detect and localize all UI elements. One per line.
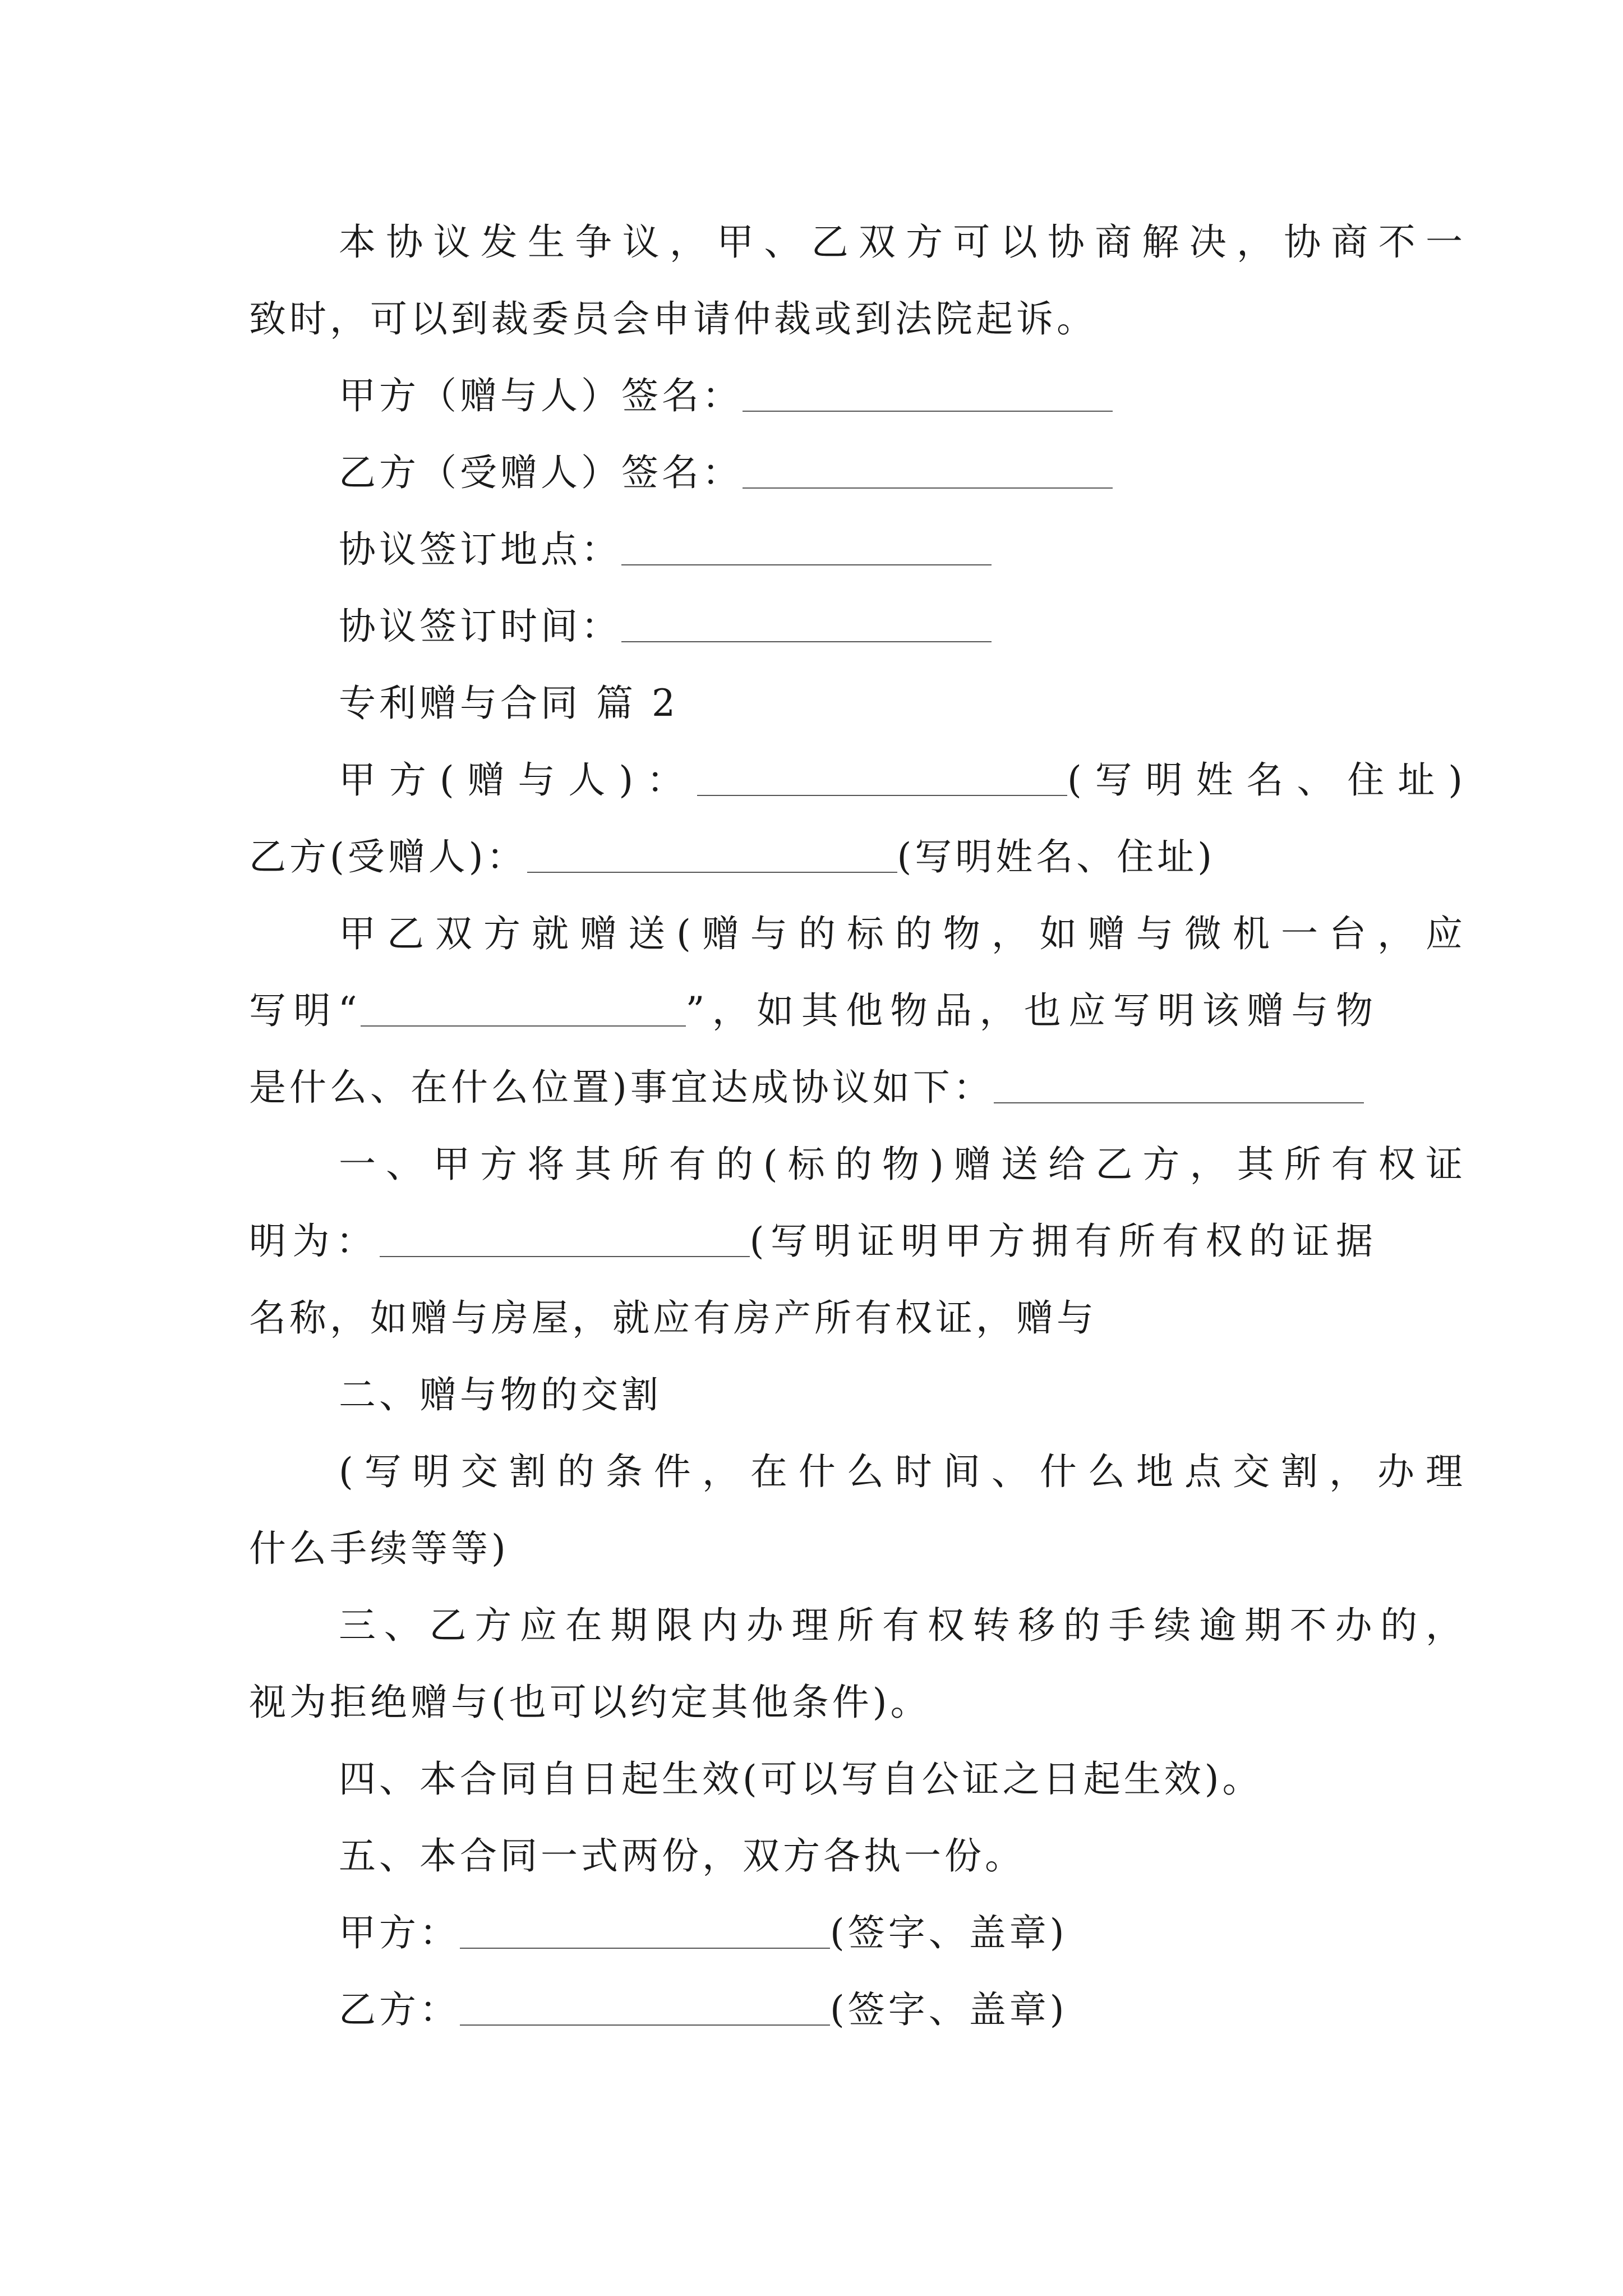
clause-2-line-1: (写明交割的条件，在什么时间、什么地点交割，办理 <box>339 1450 1466 1493</box>
closing-party-a-label: 甲方： <box>339 1911 460 1954</box>
closing-party-a-note: (签字、盖章) <box>830 1911 1068 1954</box>
party-a-label: 甲方(赠与人)： <box>339 758 697 802</box>
dispute-line-2: 致时，可以到裁委员会申请仲裁或到法院起诉。 <box>249 297 1097 341</box>
clause-3-line-2: 视为拒绝赠与(也可以约定其他条件)。 <box>249 1681 931 1724</box>
intro-line-3: 是什么、在什么位置)事宜达成协议如下： <box>249 1062 1376 1113</box>
party-b-note: (写明姓名、住址) <box>897 835 1215 878</box>
party-a-signature-blank <box>743 377 1113 412</box>
party-b-blank <box>527 838 897 873</box>
signing-place-label: 协议签订地点： <box>339 528 621 571</box>
closing-party-a-row <box>339 1908 1466 1958</box>
signing-place-row <box>339 524 1466 575</box>
intro-end-blank <box>994 1069 1364 1103</box>
clause-2-line-2: 什么手续等等) <box>249 1527 509 1570</box>
clause-5: 五、本合同一式两份，双方各执一份。 <box>339 1834 1025 1878</box>
party-a-blank <box>697 761 1067 796</box>
signing-time-row <box>339 601 1466 652</box>
party-a-signature-row <box>339 371 1466 421</box>
clause-3-line-1: 三、乙方应在期限内办理所有权转移的手续逾期不办的， <box>339 1604 1466 1647</box>
closing-party-b-blank <box>460 1991 830 2026</box>
dispute-line-1: 本协议发生争议，甲、乙双方可以协商解决，协商不一 <box>339 220 1466 264</box>
signing-time-blank <box>621 608 992 642</box>
closing-party-b-label: 乙方： <box>339 1988 460 2031</box>
party-b-signature-label: 乙方（受赠人）签名： <box>339 451 743 494</box>
party-b-label: 乙方(受赠人)： <box>249 835 527 878</box>
signing-time-label: 协议签订时间： <box>339 605 621 648</box>
ownership-proof-blank <box>380 1222 750 1257</box>
party-b-signature-blank <box>743 454 1113 489</box>
party-b-signature-row <box>339 448 1466 498</box>
closing-party-b-note: (签字、盖章) <box>830 1988 1068 2031</box>
intro-line-1: 甲乙双方就赠送(赠与的标的物，如赠与微机一台，应 <box>339 912 1466 955</box>
clause-1-line-1: 一、甲方将其所有的(标的物)赠送给乙方，其所有权证 <box>339 1143 1466 1186</box>
section-2-title: 专利赠与合同 篇 2 <box>339 682 679 725</box>
party-a-signature-label: 甲方（赠与人）签名： <box>339 374 743 417</box>
closing-party-b-row <box>339 1985 1466 2035</box>
closing-party-a-blank <box>460 1914 830 1949</box>
signing-place-blank <box>621 531 992 565</box>
gift-item-blank <box>361 992 686 1027</box>
party-a-row <box>339 755 1466 806</box>
party-a-note: (写明姓名、住址) <box>1067 758 1466 802</box>
intro-line-2: 写明“ ”，如其他物品，也应写明该赠与物 <box>249 989 1376 1032</box>
clause-2-title: 二、赠与物的交割 <box>339 1373 662 1416</box>
clause-1-line-3: 名称，如赠与房屋，就应有房产所有权证，赠与 <box>249 1296 1097 1340</box>
clause-1-line-2: 明为： (写明证明甲方拥有所有权的证据 <box>249 1220 1377 1263</box>
party-b-row <box>249 832 1376 882</box>
clause-4: 四、本合同自日起生效(可以写自公证之日起生效)。 <box>339 1757 1263 1801</box>
